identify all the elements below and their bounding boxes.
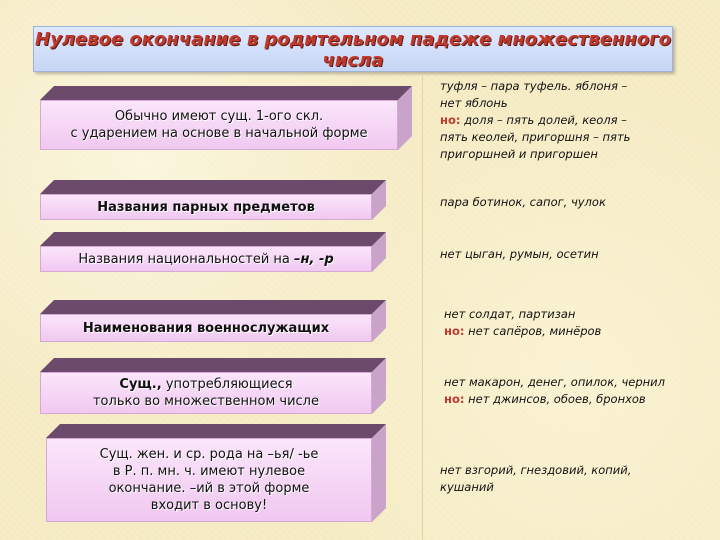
rule-text-segment: окончание. –ий в этой форме	[108, 481, 310, 496]
example-line	[440, 95, 630, 112]
example-segment: доля – пять долей, кеоля –	[460, 113, 627, 127]
rule-box-4	[40, 300, 386, 342]
example-line	[444, 374, 665, 391]
rule-text-segment: –н, -р	[294, 251, 334, 267]
slide-title-text: Нулевое окончание в родительном падеже множественного числа	[35, 29, 671, 71]
exception-marker: но:	[440, 113, 461, 127]
example-line	[440, 246, 599, 263]
rule-text-line	[83, 320, 329, 337]
example-segment: нет солдат, партизан	[444, 307, 576, 321]
rule-text-line	[100, 497, 319, 514]
rule-text-segment: входит в основу!	[150, 498, 268, 513]
example-line	[440, 146, 630, 163]
example-line	[440, 462, 631, 479]
example-segment: пригоршней и пригоршен	[440, 147, 598, 161]
rule-box-1-top-bevel	[40, 86, 412, 100]
rule-text-line	[70, 125, 367, 142]
rule-box-2-face	[40, 194, 372, 220]
example-line	[440, 194, 606, 211]
example-segment: туфля – пара туфель. яблоня –	[440, 79, 628, 93]
rule-box-4-face	[40, 314, 372, 342]
exception-marker: но:	[444, 392, 465, 406]
rule-box-1-side-bevel	[398, 86, 412, 150]
rule-box-5-side-bevel	[372, 358, 386, 414]
example-line	[440, 112, 630, 129]
rule-text-3	[78, 251, 333, 268]
rule-text-segment: с ударением на основе в начальной форме	[70, 126, 368, 141]
example-line	[444, 391, 665, 408]
example-segment: нет сапёров, минёров	[464, 324, 602, 338]
rule-box-4-side-bevel	[372, 300, 386, 342]
example-line	[440, 129, 630, 146]
slide-title	[33, 26, 673, 72]
rule-box-6-top-bevel	[46, 424, 386, 438]
example-5	[444, 374, 665, 408]
rule-text-line	[93, 393, 319, 410]
rule-text-segment: только во множественном числе	[92, 394, 319, 409]
rule-text-line	[97, 199, 315, 216]
rule-box-3-face	[40, 246, 372, 272]
rule-text-1	[70, 108, 367, 142]
rule-box-5-face	[40, 372, 372, 414]
example-1	[440, 78, 630, 163]
rule-text-line	[78, 251, 333, 268]
rule-box-1-face	[40, 100, 398, 150]
rule-text-line	[100, 463, 319, 480]
rule-text-segment: употребляющиеся	[161, 377, 293, 392]
rule-box-5	[40, 358, 386, 414]
rule-text-2	[97, 199, 315, 216]
rule-text-segment: в Р. п. мн. ч. имеют нулевое	[112, 464, 306, 479]
rule-text-segment: Наименования военнослужащих	[82, 320, 330, 336]
rule-box-1	[40, 86, 412, 150]
rule-text-6	[100, 446, 319, 514]
example-line	[444, 306, 601, 323]
rule-text-5	[93, 376, 319, 410]
rule-box-3-top-bevel	[40, 232, 386, 246]
example-6	[440, 462, 631, 496]
example-line	[440, 78, 630, 95]
example-segment: кушаний	[440, 480, 494, 494]
rule-box-3	[40, 232, 386, 272]
example-4	[444, 306, 601, 340]
rule-box-3-side-bevel	[372, 232, 386, 272]
rule-text-segment: Сущ.,	[119, 377, 162, 392]
rule-text-segment: Обычно имеют сущ. 1-ого скл.	[114, 109, 324, 124]
example-line	[440, 479, 631, 496]
rule-text-line	[93, 376, 319, 393]
example-segment: нет взгорий, гнездовий, копий,	[440, 463, 632, 477]
example-segment: нет цыган, румын, осетин	[440, 247, 599, 261]
rule-box-4-top-bevel	[40, 300, 386, 314]
example-segment: пара ботинок, сапог, чулок	[440, 195, 606, 209]
column-divider	[422, 76, 423, 540]
example-line	[444, 323, 601, 340]
rule-text-line	[100, 446, 319, 463]
example-3	[440, 246, 599, 263]
example-segment: пять кеолей, пригоршня – пять	[440, 130, 631, 144]
rule-box-6	[46, 424, 386, 522]
example-2	[440, 194, 606, 211]
rule-text-line	[100, 480, 319, 497]
rule-text-segment: Сущ. жен. и ср. рода на –ья/ -ье	[99, 447, 319, 462]
rule-box-2-side-bevel	[372, 180, 386, 220]
rule-text-segment: Названия национальностей на	[78, 251, 295, 267]
rule-box-5-top-bevel	[40, 358, 386, 372]
example-segment: нет яблонь	[440, 96, 508, 110]
rule-text-line	[70, 108, 367, 125]
rule-text-4	[83, 320, 329, 337]
rule-box-6-face	[46, 438, 372, 522]
rule-text-segment: Названия парных предметов	[97, 199, 315, 215]
exception-marker: но:	[444, 324, 465, 338]
example-segment: нет джинсов, обоев, бронхов	[464, 392, 646, 406]
rule-box-2	[40, 180, 386, 220]
rule-box-6-side-bevel	[372, 424, 386, 522]
example-segment: нет макарон, денег, опилок, чернил	[444, 375, 665, 389]
rule-box-2-top-bevel	[40, 180, 386, 194]
